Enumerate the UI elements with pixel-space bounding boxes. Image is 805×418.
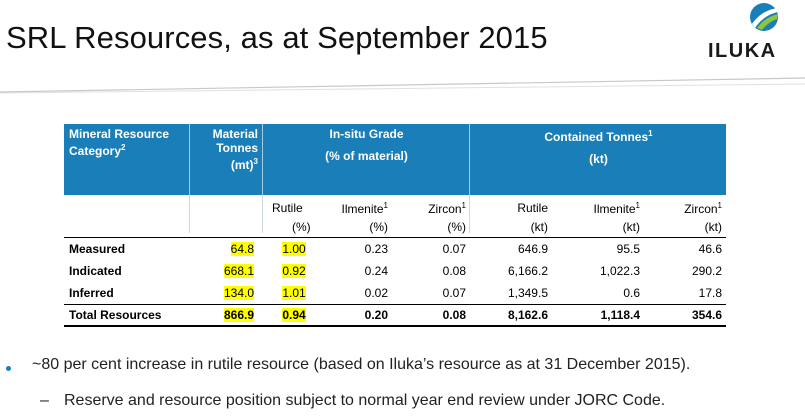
cell-zircon-pct: 0.08 [442,308,466,322]
bullet-sub: Reserve and resource position subject to normal year end review under JORC Code. [64,392,666,409]
cell-rutile-kt: 646.9 [517,242,548,256]
unit-ilmenite-pct: (%) [369,220,388,234]
cell-rutile-kt: 8,162.6 [507,308,548,322]
cell-ilmenite-pct: 0.23 [364,242,388,256]
header-divider [0,76,805,94]
cell-zircon-pct: 0.08 [442,264,466,278]
cell-ilmenite-kt: 95.5 [616,242,640,256]
header-contained: Contained Tonnes$^1$ (kt) [544,129,653,166]
cell-zircon-pct: 0.07 [442,242,466,256]
row-label: Measured [69,242,126,256]
cell-zircon-kt: 46.6 [698,242,722,256]
cell-rutile-kt: 6,166.2 [507,264,548,278]
cell-tonnes: 668.1 [223,264,254,278]
subheader-rutile-kt: Rutile [517,201,548,215]
cell-ilmenite-kt: 1,022.3 [599,264,640,278]
subheader-ilmenite-kt: Ilmenite$^1$ [593,201,640,216]
unit-zircon-kt: (kt) [704,220,722,234]
row-label: Indicated [69,264,122,278]
logo-text: ILUKA [708,40,777,62]
cell-tonnes: 866.9 [223,308,254,322]
bullet-sub-dash: – [40,392,49,409]
header-tonnes: Material Tonnes (mt)$^3$ [212,127,258,172]
iluka-logo [700,2,800,64]
cell-zircon-kt: 354.6 [691,308,722,322]
header-category: Mineral Resource Category$^2$ [69,127,170,158]
cell-ilmenite-pct: 0.24 [364,264,388,278]
cell-tonnes: 64.8 [230,242,254,256]
unit-rutile-pct: (%) [292,220,311,234]
cell-rutile-kt: 1,349.5 [507,286,548,300]
subheader-ilmenite-pct: Ilmenite$^1$ [341,201,388,216]
bullet-dot-icon [6,366,11,371]
cell-ilmenite-pct: 0.20 [364,308,388,322]
header-grade: In-situ Grade (% of material) [325,127,408,163]
cell-tonnes: 134.0 [223,286,254,300]
cell-zircon-kt: 290.2 [691,264,722,278]
iluka-globe-icon [749,2,779,32]
cell-ilmenite-kt: 0.6 [623,286,640,300]
row-label: Inferred [69,286,114,300]
cell-rutile-pct: 1.00 [282,242,306,256]
row-label: Total Resources [69,308,162,322]
unit-zircon-pct: (%) [447,220,466,234]
cell-ilmenite-kt: 1,118.4 [600,308,640,322]
cell-zircon-pct: 0.07 [442,286,466,300]
subheader-zircon-pct: Zircon$^1$ [428,201,466,216]
subheader-rutile-pct: Rutile [272,201,303,215]
unit-rutile-kt: (kt) [530,220,548,234]
cell-ilmenite-pct: 0.02 [364,286,388,300]
bullet-main: ~80 per cent increase in rutile resource (based on Iluka’s resource as at 31 December 2015). [32,356,691,373]
cell-rutile-pct: 0.92 [282,264,306,278]
slide-title: SRL Resources, as at September 2015 [6,20,548,55]
cell-rutile-pct: 0.94 [282,308,306,322]
unit-ilmenite-kt: (kt) [622,220,640,234]
subheader-zircon-kt: Zircon$^1$ [684,201,722,216]
cell-zircon-kt: 17.8 [698,286,722,300]
cell-rutile-pct: 1.01 [282,286,306,300]
